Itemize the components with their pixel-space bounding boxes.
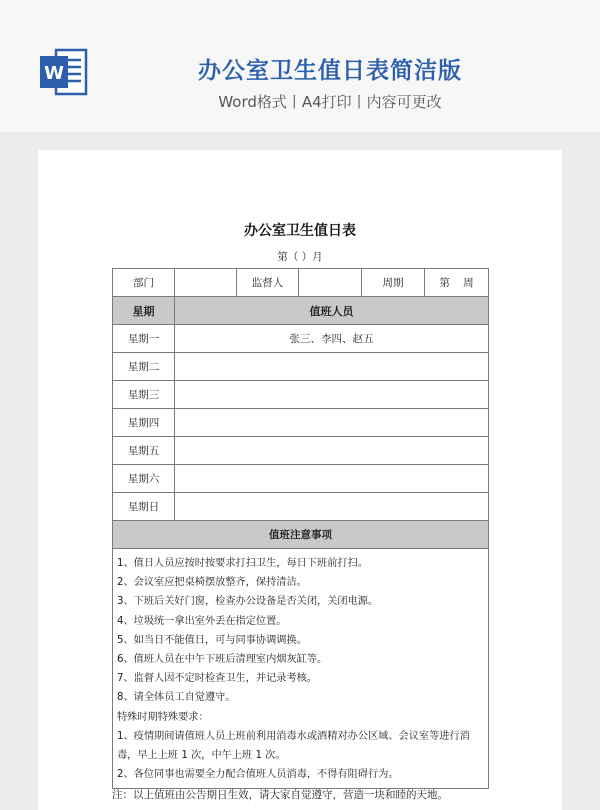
note-item: 6、值班人员在中午下班后清理室内烟灰缸等。 xyxy=(117,654,328,666)
staff-cell xyxy=(175,437,489,465)
day-cell: 星期六 xyxy=(113,465,175,493)
dept-value xyxy=(175,269,237,297)
month-field: 第（ ）月 xyxy=(277,251,323,263)
day-cell: 星期四 xyxy=(113,409,175,437)
duty-table xyxy=(112,268,489,789)
table-row xyxy=(113,493,489,521)
staff-cell xyxy=(175,353,489,381)
note-item: 8、请全体员工自觉遵守。 xyxy=(117,692,236,704)
day-cell: 星期五 xyxy=(113,437,175,465)
special-requirements-title: 特殊时期特殊要求： xyxy=(117,711,209,723)
svg-text:W: W xyxy=(44,63,64,84)
note-item: 1、值日人员应按时按要求打扫卫生，每日下班前打扫。 xyxy=(117,558,368,569)
table-header-row xyxy=(113,269,489,297)
supervisor-value xyxy=(299,269,362,297)
column-header-row xyxy=(113,297,489,325)
week-field: 第 周 xyxy=(425,269,489,297)
table-row xyxy=(113,381,489,409)
table-row xyxy=(113,409,489,437)
day-cell: 星期三 xyxy=(113,381,175,409)
notes-cell xyxy=(113,549,489,789)
special-note-item: 1、疫情期间请值班人员上班前利用消毒水或酒精对办公区域、会议室等进行消毒，早上上班 1 次，中午上班 1 次。 xyxy=(117,730,470,762)
banner-title: 办公室卫生值日表简洁版 xyxy=(198,58,462,84)
note-item: 3、下班后关好门窗，检查办公设备是否关闭，关闭电源。 xyxy=(117,596,379,608)
notes-header-row xyxy=(113,521,489,549)
document-title: 办公室卫生值日表 xyxy=(244,223,356,239)
special-note-item: 2、各位同事也需要全力配合值班人员消毒，不得有阻碍行为。 xyxy=(117,769,399,781)
banner xyxy=(0,0,600,132)
table-row xyxy=(113,353,489,381)
staff-cell: 张三、李四、赵五 xyxy=(175,325,489,353)
supervisor-label: 监督人 xyxy=(237,269,299,297)
document-page xyxy=(38,150,562,810)
staff-column-header: 值班人员 xyxy=(175,297,489,325)
staff-cell xyxy=(175,493,489,521)
table-row xyxy=(113,465,489,493)
day-cell: 星期日 xyxy=(113,493,175,521)
table-row xyxy=(113,437,489,465)
banner-subtitle: Word格式丨A4打印丨内容可更改 xyxy=(218,93,442,111)
period-label: 周期 xyxy=(362,269,425,297)
note-item: 2、会议室应把桌椅摆放整齐，保持清洁。 xyxy=(117,577,307,589)
dept-label: 部门 xyxy=(113,269,175,297)
day-cell: 星期二 xyxy=(113,353,175,381)
table-row xyxy=(113,325,489,353)
staff-cell xyxy=(175,381,489,409)
day-cell: 星期一 xyxy=(113,325,175,353)
note-item: 7、监督人因不定时检查卫生，并记录考核。 xyxy=(117,673,318,685)
note-item: 4、垃圾统一拿出室外丢在指定位置。 xyxy=(117,615,287,627)
staff-cell xyxy=(175,465,489,493)
staff-cell xyxy=(175,409,489,437)
footnote: 注：以上值班由公告期日生效，请大家自觉遵守，营造一块和睦的天地。 xyxy=(112,789,448,801)
day-column-header: 星期 xyxy=(113,297,175,325)
notes-title: 值班注意事项 xyxy=(113,521,489,549)
notes-row xyxy=(113,549,489,789)
note-item: 5、如当日不能值日，可与同事协调调换。 xyxy=(117,634,307,646)
